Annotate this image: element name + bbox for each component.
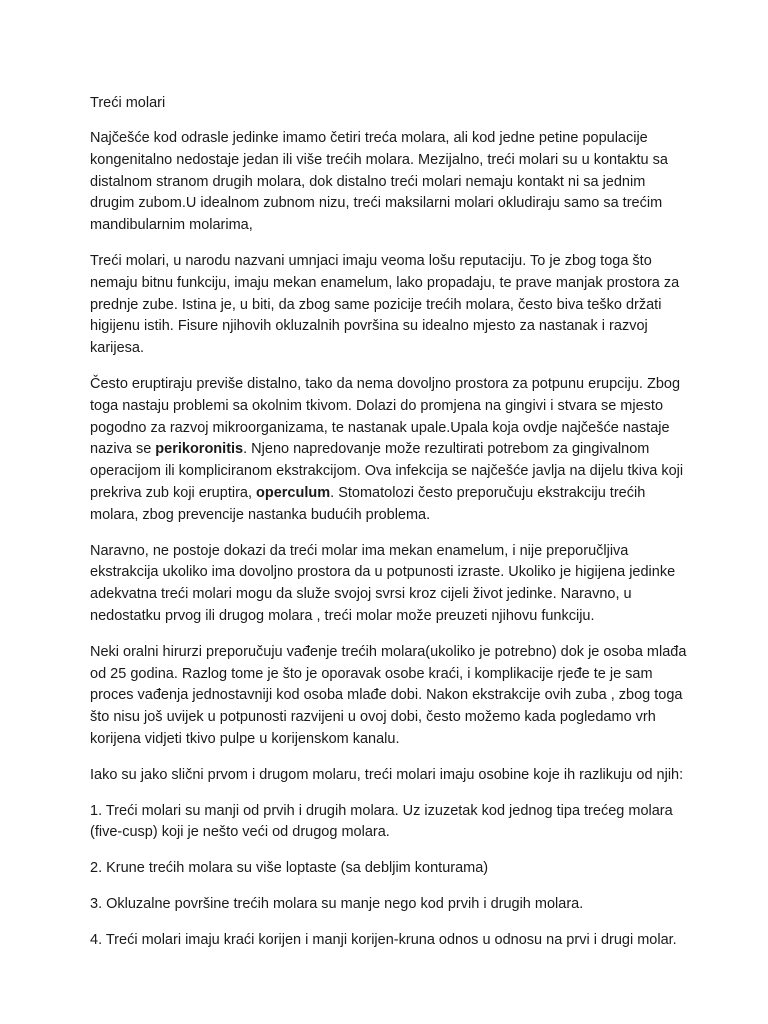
list-item: 3. Okluzalne površine trećih molara su manje nego kod prvih i drugih molara. (90, 895, 584, 912)
paragraph-surgery: Neki oralni hirurzi preporučuju vađenje trećih molara(ukoliko je potrebno) dok je osoba mlađa od 25 godina. Razlog tome je što je oporavak osobe kraći, i komplikacije rjeđe te je sam proces vađenja jednostavniji kod osoba mlađe dobi. Nakon ekstrakcije ovih zuba , zbog toga što nisu još uvijek u potpunosti razvijeni u ovoj dobi, često možemo kada pogledamo vrh korijena vidjeti tkivo pulpe u korijenskom kanalu. (90, 643, 687, 747)
term-operculum: operculum (256, 484, 331, 501)
paragraph-differences: Iako su jako slični prvom i drugom molaru, treći molari imaju osobine koje ih razlikuju od njih: (90, 766, 684, 783)
paragraph-intro: Najčešće kod odrasle jedinke imamo četiri treća molara, ali kod jedne petine populacije kongenitalno nedostaje jedan ili više trećih molara. Mezijalno, treći molari su u kontaktu sa distalnom stranom drugih molara, dok distalno treći molari nemaju kontakt ni sa jednim drugim zubom.U idealnom zubnom nizu, treći maksilarni molari okludiraju samo sa trećim mandibularnim molarima, (90, 130, 668, 234)
paragraph-eruption (90, 374, 688, 527)
list-item: 2. Krune trećih molara su više loptaste (sa debljim konturama) (90, 860, 489, 877)
paragraph-reputation: Treći molari, u narodu nazvani umnjaci imaju veoma lošu reputaciju. To je zbog toga što nemaju bitnu funkciju, imaju mekan enamelum, lako propadaju, te prave manjak prostora za prednje zube. Istina je, u biti, da zbog same pozicije trećih molara, često biva teško držati higijenu istih. Fisure njihovih okluzalnih površina su idealno mjesto za nastanak i razvoj karijesa. (90, 252, 680, 357)
list-item: 1. Treći molari su manji od prvih i drugih molara. Uz izuzetak kod jednog tipa trećeg molara (five-cusp) koji je nešto veći od drugog molara. (90, 802, 673, 841)
paragraph-eruption-text-1: Često eruptiraju previše distalno, tako da nema dovoljno prostora za potpunu erupciju. Zbog toga nastaju problemi sa okolnim tkivom. Dolazi do promjena na gingivi i stvara se mjesto pogodno za razvoj mikroorganizama, te nastanak upale.Upala koja ovdje najčešće nastaje naziva se (90, 375, 681, 458)
term-perikoronitis: perikoronitis (155, 441, 244, 458)
document-title: Treći molari (90, 95, 166, 111)
paragraph-eruption-text-2: . Njeno napredovanje može rezultirati potrebom za gingivalnom operacijom ili kompliciranom ekstrakcijom. Ova infekcija se najčešće javlja na dijelu tkiva koji prekriva zub koji eruptira, (90, 441, 684, 501)
paragraph-evidence: Naravno, ne postoje dokazi da treći molar ima mekan enamelum, i nije preporučljiva ekstrakcija ukoliko ima dovoljno prostora da u potpunosti izraste. Ukoliko je higijena jedinke adekvatna treći molari mogu da služe svojoj svrsi kroz cijeli život jedinke. Naravno, u nedostatku prvog ili drugog molara , treći molar može preuzeti njihovu funkciju. (90, 542, 676, 624)
list-item: 4. Treći molari imaju kraći korijen i manji korijen-kruna odnos u odnosu na prvi i drugi molar. (90, 931, 677, 948)
paragraph-eruption-text-3: . Stomatolozi često preporučuju ekstrakciju trećih molara, zbog prevencije nastanka budućih problema. (90, 484, 646, 523)
